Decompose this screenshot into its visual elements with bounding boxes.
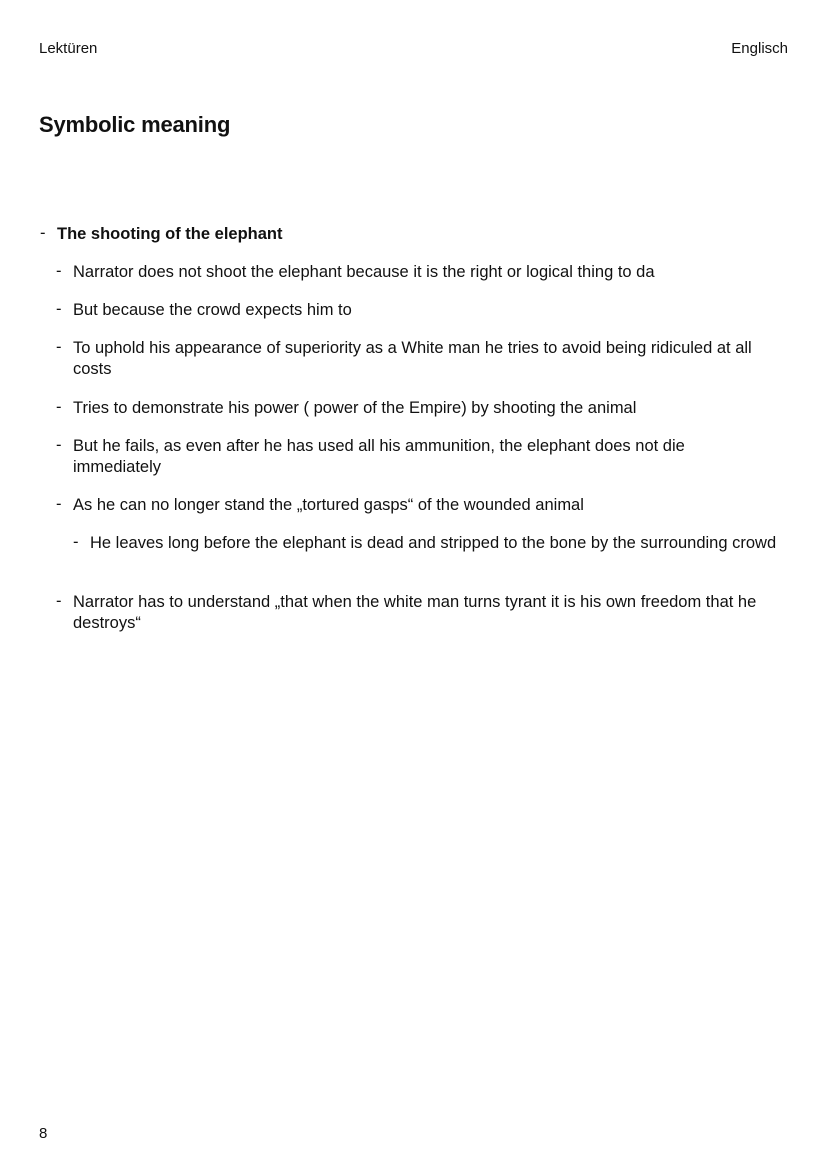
bullet-dash: - — [56, 495, 62, 513]
bullet-text: To uphold his appearance of superiority as a White man he tries to avoid being ridiculed at all costs — [73, 339, 752, 378]
bullet-dash: - — [56, 338, 62, 356]
bullet-text: He leaves long before the elephant is dead and stripped to the bone by the surrounding crowd — [90, 534, 777, 552]
bullet-text: But he fails, as even after he has used all his ammunition, the elephant does not die immediately — [73, 437, 685, 476]
header-section-label: Lektüren — [39, 40, 98, 57]
bullet-dash: - — [56, 398, 62, 416]
bullet-text: Narrator has to understand „that when the white man turns tyrant it is his own freedom that he destroys“ — [73, 593, 757, 632]
bullet-text: But because the crowd expects him to — [73, 301, 352, 319]
header-subject-label: Englisch — [731, 40, 788, 57]
page-number: 8 — [39, 1125, 48, 1142]
bullet-dash: - — [56, 262, 62, 280]
bullet-text: Narrator does not shoot the elephant because it is the right or logical thing to da — [73, 263, 655, 281]
bullet-dash: - — [56, 300, 62, 318]
bullet-dash: - — [40, 224, 46, 242]
bullet-dash: - — [56, 436, 62, 454]
bullet-dash: - — [73, 533, 79, 551]
bullet-text: The shooting of the elephant — [57, 225, 283, 243]
bullet-text: Tries to demonstrate his power ( power of the Empire) by shooting the animal — [73, 399, 637, 417]
bullet-dash: - — [56, 592, 62, 610]
bullet-text: As he can no longer stand the „tortured gasps“ of the wounded animal — [73, 496, 584, 514]
page-title: Symbolic meaning — [39, 112, 231, 137]
